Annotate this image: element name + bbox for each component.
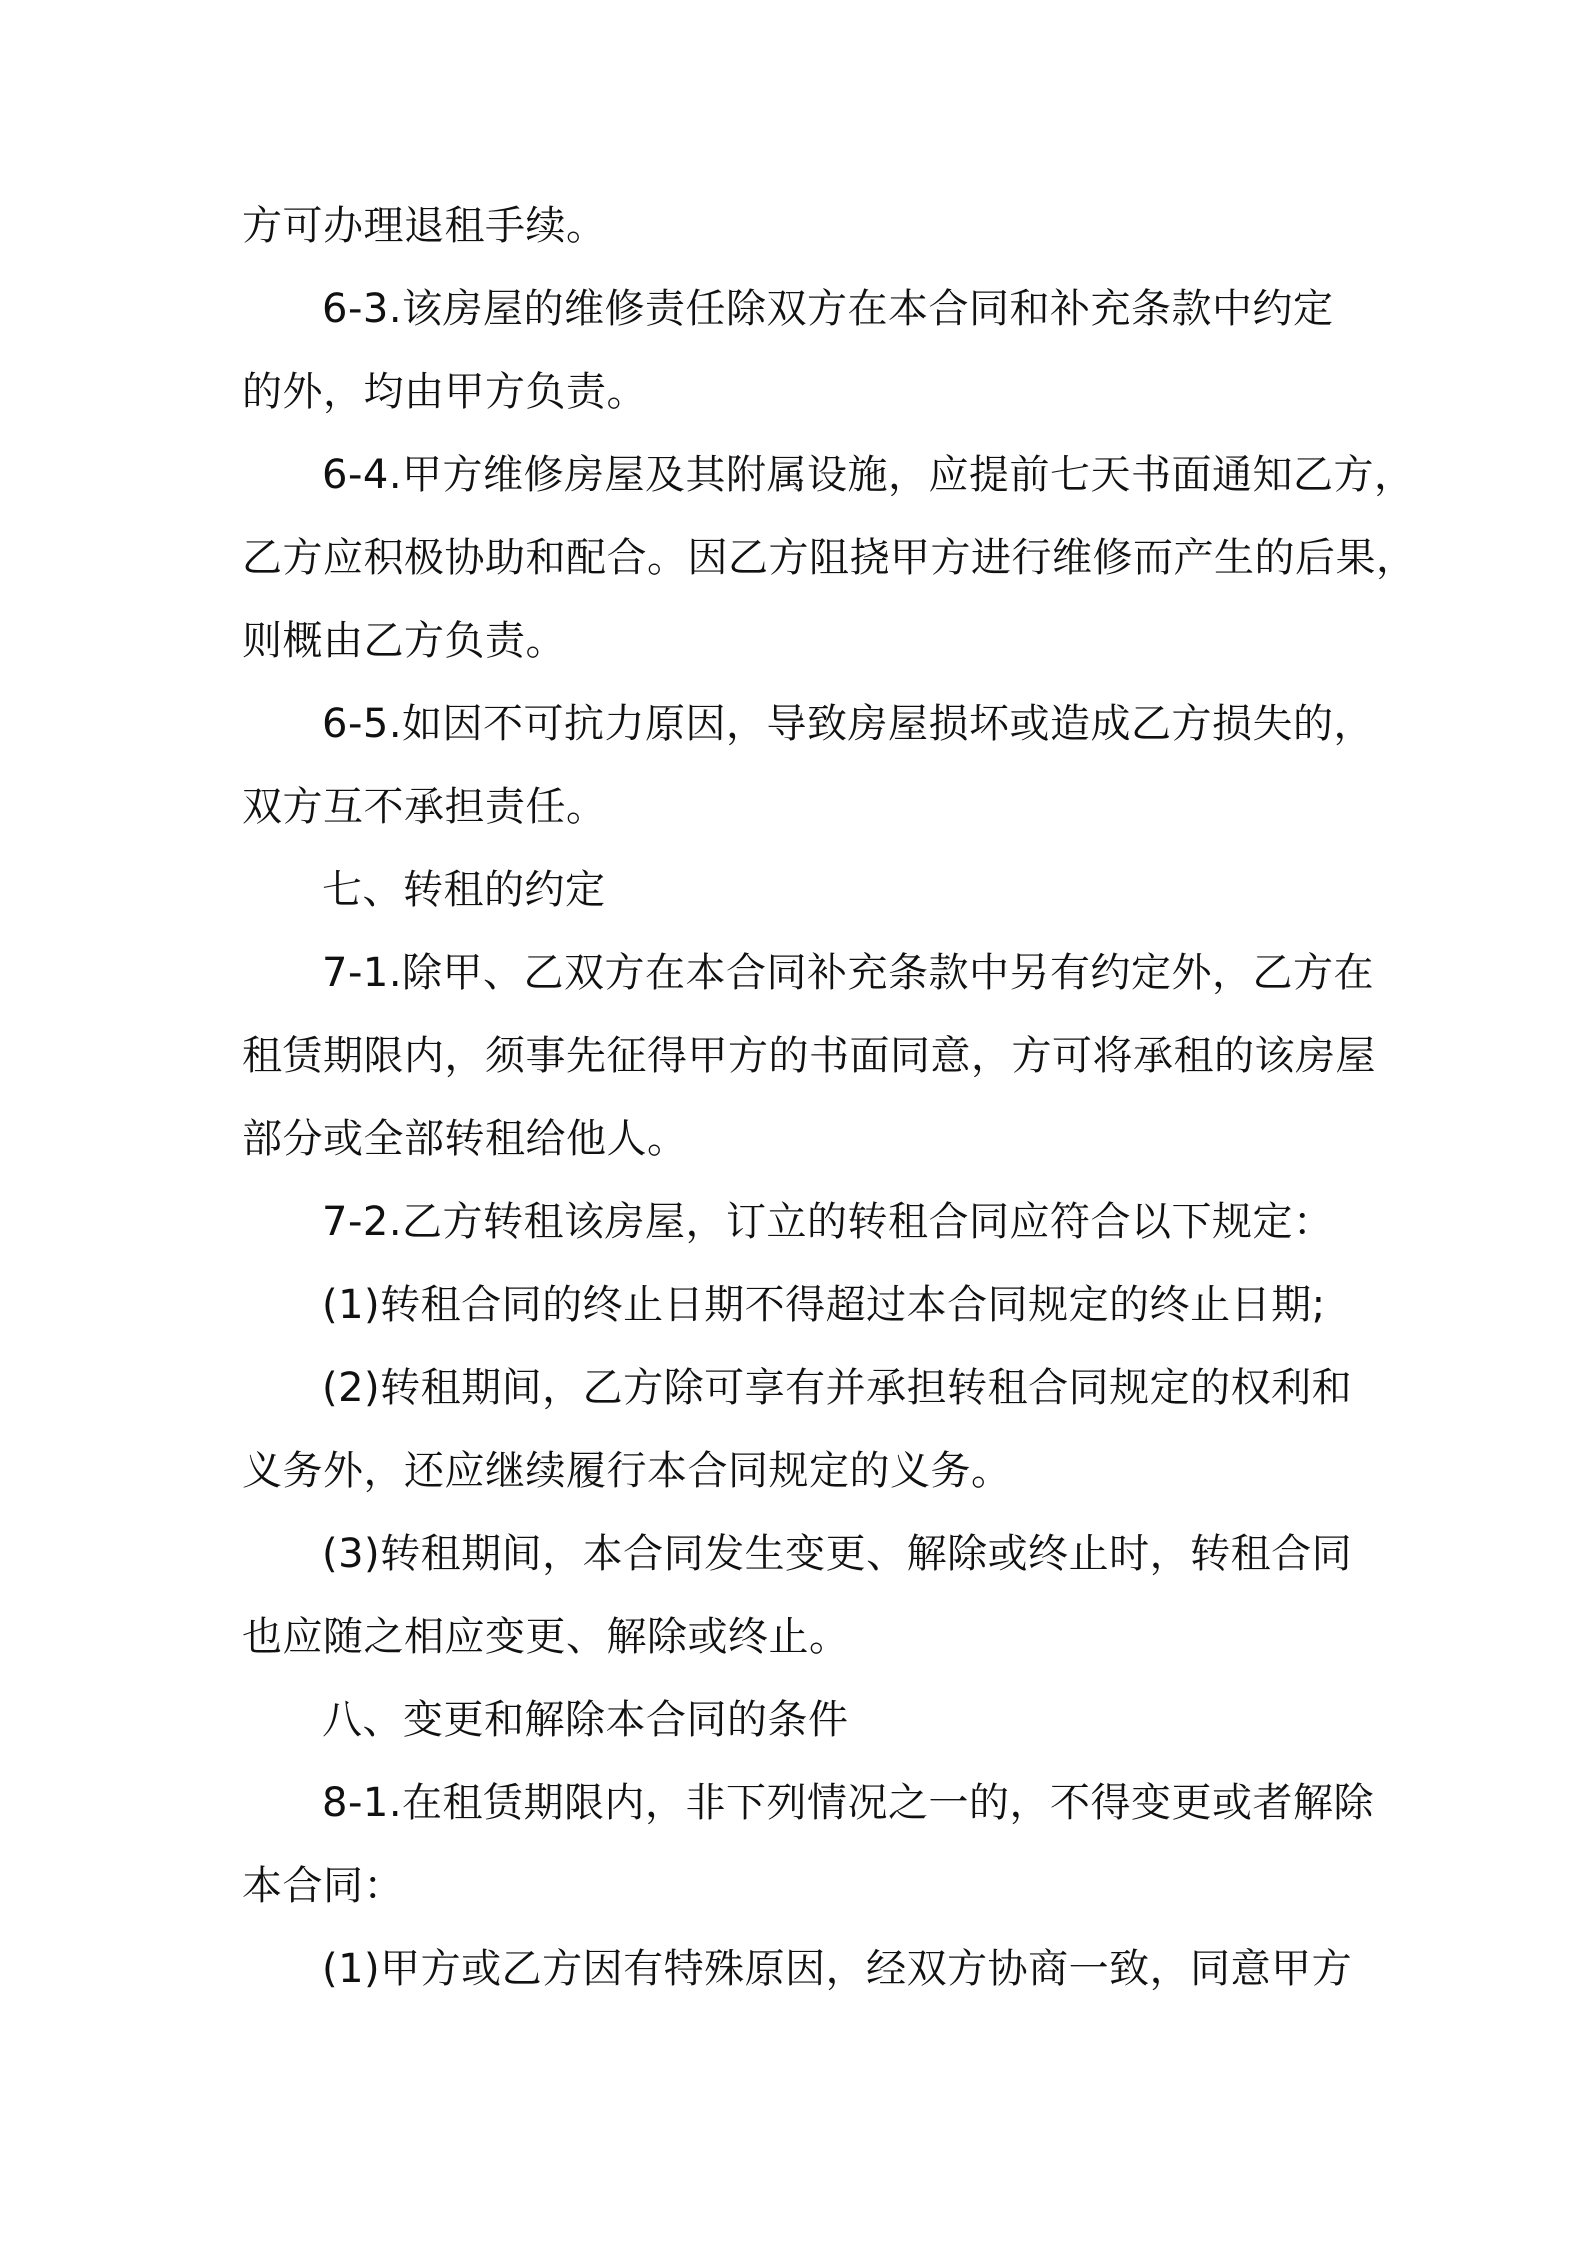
text-line: 也应随之相应变更、解除或终止。 <box>242 1614 850 1660</box>
text-line: 7-1.除甲、乙双方在本合同补充条款中另有约定外，乙方在 <box>322 950 1375 996</box>
text-line: 则概由乙方负责。 <box>242 618 566 664</box>
text-line: 本合同： <box>242 1863 404 1909</box>
text-line: 7-2.乙方转租该房屋，订立的转租合同应符合以下规定： <box>322 1199 1334 1245</box>
text-line: 部分或全部转租给他人。 <box>242 1116 688 1162</box>
text-line: 乙方应积极协助和配合。因乙方阻挠甲方进行维修而产生的后果， <box>242 535 1417 581</box>
text-line: 6-5.如因不可抗力原因，导致房屋损坏或造成乙方损失的， <box>322 701 1375 747</box>
text-line: (3)转租期间，本合同发生变更、解除或终止时，转租合同 <box>322 1531 1353 1577</box>
text-line: 义务外，还应继续履行本合同规定的义务。 <box>242 1448 1012 1494</box>
text-line: 租赁期限内，须事先征得甲方的书面同意，方可将承租的该房屋 <box>242 1033 1376 1079</box>
text-line: 双方互不承担责任。 <box>242 784 607 830</box>
section-heading: 八、变更和解除本合同的条件 <box>322 1697 849 1743</box>
text-line: (1)甲方或乙方因有特殊原因，经双方协商一致，同意甲方 <box>322 1946 1353 1992</box>
text-line: 8-1.在租赁期限内，非下列情况之一的，不得变更或者解除 <box>322 1780 1375 1826</box>
text-line: 方可办理退租手续。 <box>242 203 607 249</box>
text-line: (1)转租合同的终止日期不得超过本合同规定的终止日期; <box>322 1282 1326 1328</box>
text-line: 6-4.甲方维修房屋及其附属设施，应提前七天书面通知乙方， <box>322 452 1415 498</box>
text-line: 6-3.该房屋的维修责任除双方在本合同和补充条款中约定 <box>322 286 1334 332</box>
text-line: 的外，均由甲方负责。 <box>242 369 647 415</box>
section-heading: 七、转租的约定 <box>322 867 606 913</box>
text-line: (2)转租期间，乙方除可享有并承担转租合同规定的权利和 <box>322 1365 1353 1411</box>
